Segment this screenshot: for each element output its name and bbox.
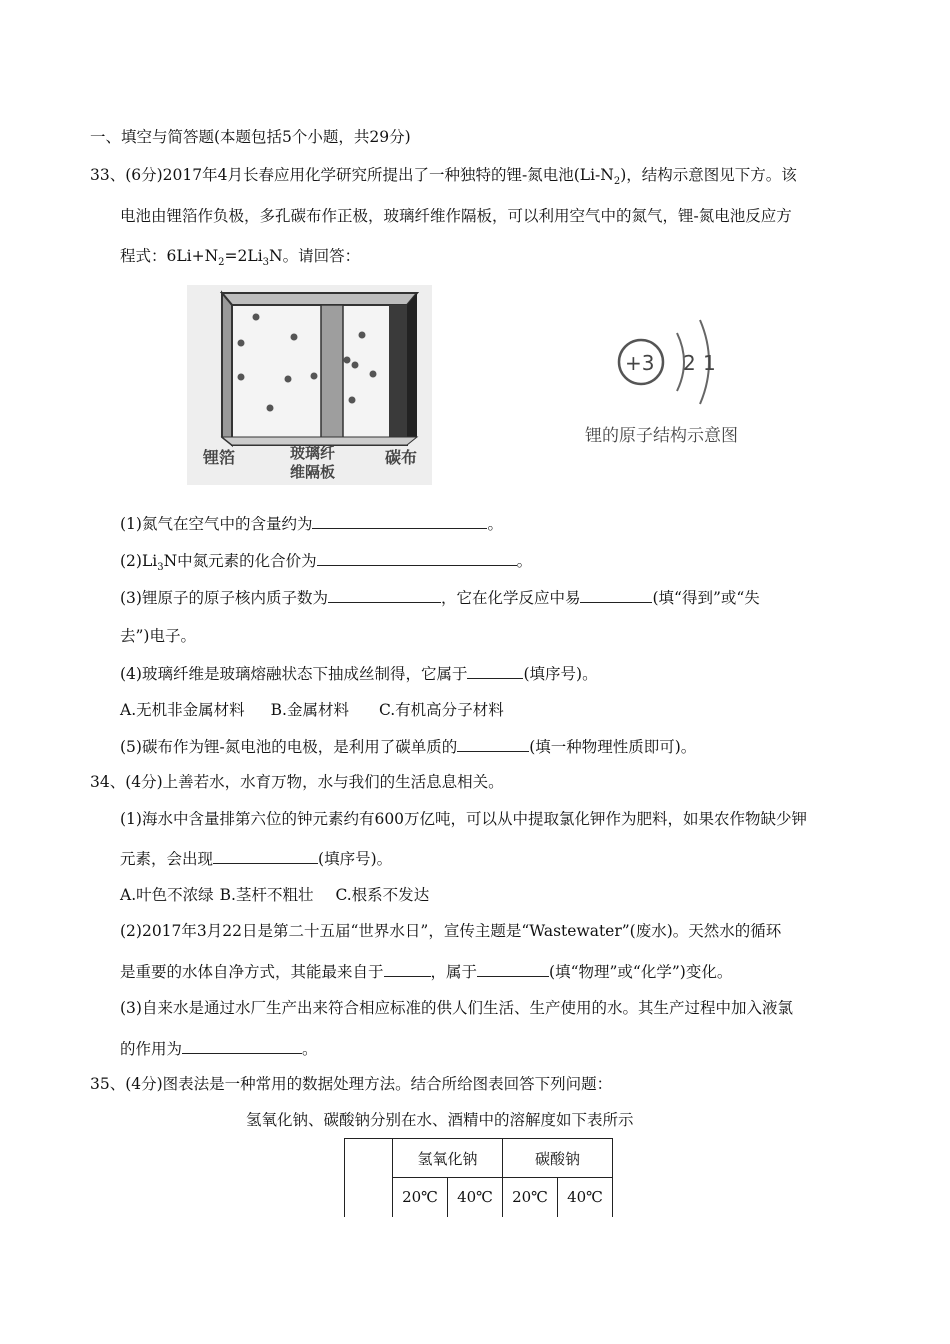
q34-part1-cont: 元素，会出现 (填序号)。 bbox=[120, 850, 393, 868]
q33-line2: 电池由锂箔作负极，多孔碳布作正极，玻璃纤维作隔板，可以利用空气中的氮气，锂-氮电池反应方 bbox=[120, 207, 792, 225]
battery-structure-figure bbox=[187, 285, 432, 485]
table-temp-header: 20℃ bbox=[393, 1178, 448, 1217]
q34-part2-cont: 是重要的水体自净方式，其能最来自于 ，属于 (填“物理”或“化学”)变化。 bbox=[120, 963, 733, 981]
q34-part1-options: A.叶色不浓绿 B.茎杆不粗壮 C.根系不发达 bbox=[120, 886, 430, 904]
table-temp-header: 20℃ bbox=[503, 1178, 558, 1217]
q34-part3-cont: 的作用为 。 bbox=[120, 1040, 318, 1058]
lithium-atom-figure bbox=[575, 318, 835, 448]
table-corner-cell bbox=[345, 1139, 393, 1217]
table-temp-header: 40℃ bbox=[558, 1178, 613, 1217]
answer-blank[interactable] bbox=[182, 1038, 302, 1054]
label-glass-fiber-bottom: 维隔板 bbox=[290, 463, 336, 481]
q35-line1: 35、(4分)图表法是一种常用的数据处理方法。结合所给图表回答下列问题： bbox=[90, 1075, 613, 1093]
nucleus-charge: +3 bbox=[625, 351, 655, 375]
answer-blank[interactable] bbox=[328, 587, 441, 603]
shell1-electrons: 2 bbox=[683, 351, 696, 375]
q33-part5: (5)碳布作为锂-氮电池的电极，是利用了碳单质的 (填一种物理性质即可)。 bbox=[120, 738, 697, 756]
atom-figure-caption: 锂的原子结构示意图 bbox=[585, 426, 738, 446]
q33-part1: (1)氮气在空气中的含量约为 。 bbox=[120, 515, 503, 533]
q33-part3: (3)锂原子的原子核内质子数为 ，它在化学反应中易 (填“得到”或“失 bbox=[120, 589, 760, 607]
answer-blank[interactable] bbox=[580, 587, 652, 603]
answer-blank[interactable] bbox=[477, 961, 549, 977]
section-title: 一、填空与简答题(本题包括5个小题，共29分) bbox=[90, 128, 411, 146]
shell2-electrons: 1 bbox=[703, 351, 716, 375]
table-group-header: 氢氧化钠 bbox=[393, 1139, 503, 1178]
answer-blank[interactable] bbox=[457, 736, 529, 752]
answer-blank[interactable] bbox=[317, 550, 517, 566]
table-group-header: 碳酸钠 bbox=[503, 1139, 613, 1178]
answer-blank[interactable] bbox=[312, 513, 487, 529]
q34-line1: 34、(4分)上善若水，水育万物，水与我们的生活息息相关。 bbox=[90, 773, 504, 791]
q34-part3: (3)自来水是通过水厂生产出来符合相应标准的供人们生活、生产使用的水。其生产过程中加入液氯 bbox=[120, 999, 793, 1017]
label-lithium-foil: 锂箔 bbox=[203, 448, 236, 467]
table-temp-header: 40℃ bbox=[448, 1178, 503, 1217]
solubility-table bbox=[344, 1138, 613, 1217]
answer-blank[interactable] bbox=[384, 961, 431, 977]
q35-table-caption: 氢氧化钠、碳酸钠分别在水、酒精中的溶解度如下表所示 bbox=[246, 1111, 634, 1129]
label-glass-fiber-top: 玻璃纤 bbox=[290, 444, 336, 462]
q33-part3-cont: 去”)电子。 bbox=[120, 627, 196, 645]
q33-part4-options: A.无机非金属材料 B.金属材料 C.有机高分子材料 bbox=[120, 701, 504, 719]
q34-part2: (2)2017年3月22日是第二十五届“世界水日”，宣传主题是“Wastewater”(废水)。天然水的循环 bbox=[120, 922, 782, 940]
answer-blank[interactable] bbox=[467, 663, 523, 679]
q33-line1: 33、(6分)2017年4月长春应用化学研究所提出了一种独特的锂-氮电池$(Li-N_2)$，结构示意图见下方。该 bbox=[90, 166, 797, 188]
q33-equation-line: 程式：$6Li+N_2=2Li_3N$。请回答： bbox=[120, 247, 361, 269]
label-carbon-cloth: 碳布 bbox=[385, 448, 418, 467]
q34-part1: (1)海水中含量排第六位的钟元素约有600万亿吨，可以从中提取氯化钾作为肥料，如果农作物缺少钾 bbox=[120, 810, 808, 828]
q33-part2: $(2)Li_3N$中氮元素的化合价为 。 bbox=[120, 552, 533, 574]
answer-blank[interactable] bbox=[213, 848, 318, 864]
q33-part4: (4)玻璃纤维是玻璃熔融状态下抽成丝制得，它属于 (填序号)。 bbox=[120, 665, 598, 683]
